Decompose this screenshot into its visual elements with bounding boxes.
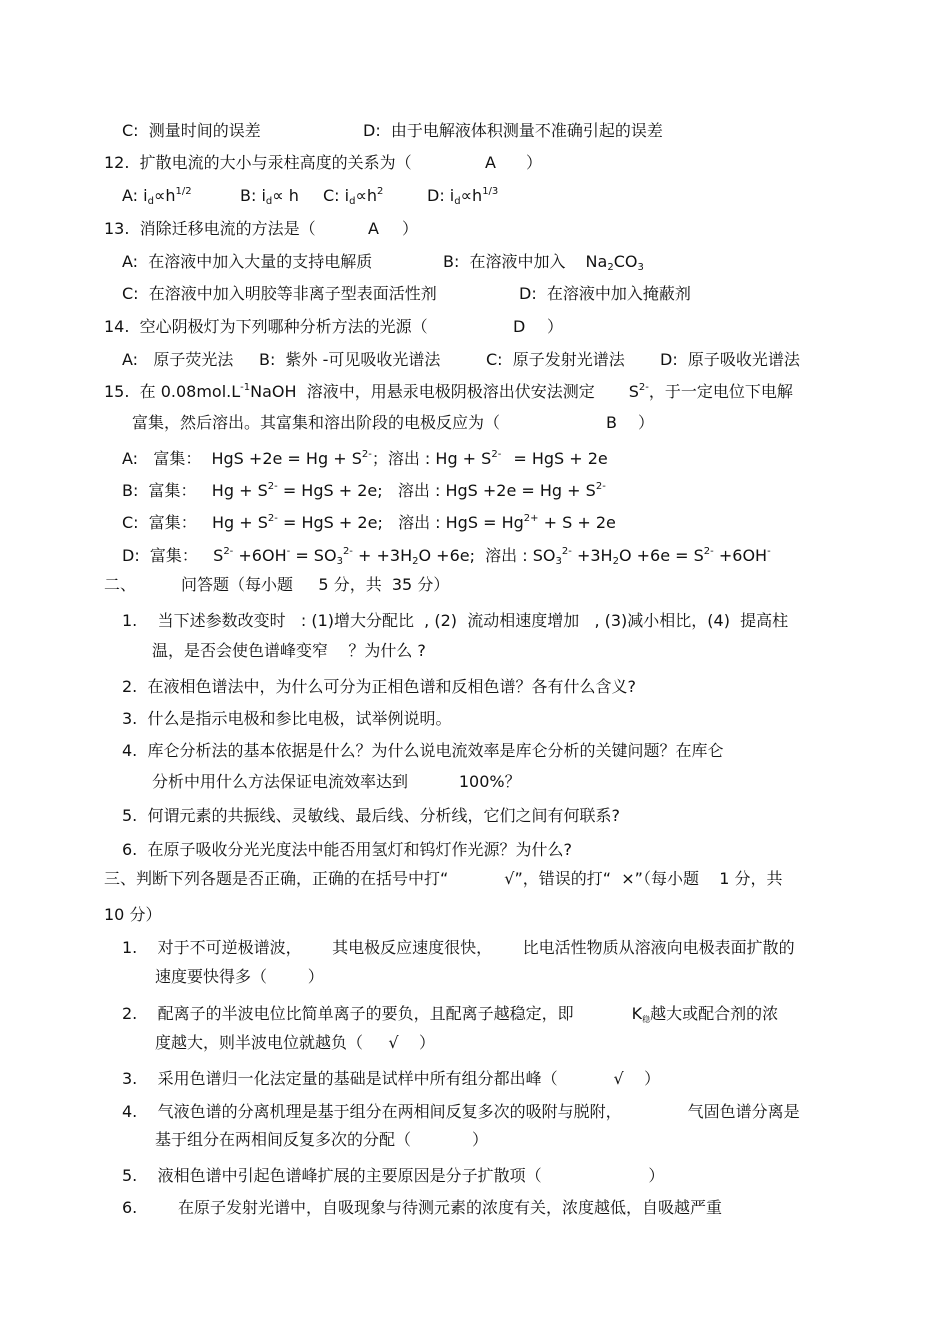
q15-answer: B [606,413,617,432]
section2-item: 2. 在液相色谱法中，为什么可分为正相色谱和反相色谱？各有什么含义? [122,677,636,696]
section3-q1: 1. 对于不可逆极谱波， 其电极反应速度很快， 比电活性物质从溶液向电极表面扩散的 [122,938,795,957]
q12-answer: A [485,153,496,172]
q12-option-c: C: $i_d\propto h^2$ [323,186,384,207]
q13-option-a: A: 在溶液中加入大量的支持电解质 [122,252,373,271]
section2-title: 问答题（每小题 5 分，共 35 分） [181,575,450,594]
section3-q1-cont: 速度要快得多（ ） [155,967,324,986]
q12-close: ） [526,153,543,172]
section2-item: 温，是否会使色谱峰变窄 ？为什么 ? [152,641,426,660]
section2-number: 二、 [104,575,137,594]
q13-option-c: C: 在溶液中加入明胶等非离子型表面活性剂 [122,284,437,303]
q14-close: ） [547,317,564,336]
section3-q3: 3. 采用色谱归一化法定量的基础是试样中所有组分都出峰（ √ ） [122,1069,661,1088]
q12-stem: 12. 扩散电流的大小与汞柱高度的关系为（ [104,153,412,172]
q14-option-a: A: 原子荧光法 [122,350,234,369]
q12-option-b: B: $i_d\propto h$ [240,186,299,207]
q13-option-b: B: 在溶液中加入 $Na_2CO_3$ [443,252,644,273]
q15-stem-line2: 富集，然后溶出。其富集和溶出阶段的电极反应为（ [132,413,501,432]
q11-option-c: C: 测量时间的误差 [122,121,261,140]
section2-item: 4. 库仑分析法的基本依据是什么？为什么说电流效率是库仑分析的关键问题？在库仑 [122,741,724,760]
q12-option-a: A: $i_d\propto h^{1/2}$ [122,186,192,207]
q15-close: ） [638,413,655,432]
section2-item: 3. 什么是指示电极和参比电极，试举例说明。 [122,709,452,728]
section3-q6: 6. 在原子发射光谱中，自吸现象与待测元素的浓度有关，浓度越低，自吸越严重 [122,1198,722,1217]
q13-answer: A [368,219,379,238]
q15-option-b: B: 富集： $Hg + S^{2-}$ = HgS + 2e; 溶出 : HgS $+2e = Hg + S^{2-}$ [122,481,606,500]
q15-option-a: A: 富集： HgS $+2e = Hg + S^{2-}$；溶出 : $Hg + S^{2-}$ = HgS + 2e [122,449,608,468]
section3-q5: 5. 液相色谱中引起色谱峰扩展的主要原因是分子扩散项（ ） [122,1166,665,1185]
q15-stem-line1: 15. 在 $0.08mol.L^{-1}NaOH$ 溶液中，用悬汞电极阴极溶出伏安法测定 $S^{2-}$，于一定电位下电解 [104,382,793,401]
section2-item: 1. 当下述参数改变时 : (1)增大分配比 , (2) 流动相速度增加 , (3)减小相比，(4) 提高柱 [122,611,789,630]
section2-item: 5. 何谓元素的共振线、灵敏线、最后线、分析线，它们之间有何联系? [122,806,620,825]
section3-title-cont: 10 分） [104,905,162,924]
q11-option-d: D: 由于电解液体积测量不准确引起的误差 [363,121,663,140]
q12-option-d: D: $i_d\propto h^{1/3}$ [427,186,499,207]
q15-option-c: C: 富集： $Hg + S^{2-}$ = HgS + 2e; 溶出 : HgS = $Hg^{2+} + S + 2e$ [122,513,616,532]
q14-option-c: C: 原子发射光谱法 [486,350,625,369]
q13-option-d: D: 在溶液中加入掩蔽剂 [519,284,691,303]
q14-option-d: D: 原子吸收光谱法 [660,350,800,369]
q14-answer: D [513,317,526,336]
q14-option-b: B: 紫外 -可见吸收光谱法 [259,350,441,369]
q15-option-d: D: 富集： $S^{2-} +6OH^- = SO_3^{2-} + +3H_2O +6e$; 溶出 : $SO_3^{2-} +3H_2O +6e = S^{2-} +6OH^-$ [122,546,771,567]
section3-q2-cont: 度越大，则半波电位就越负（ √ ） [155,1033,435,1052]
q13-stem: 13. 消除迁移电流的方法是（ [104,219,316,238]
section2-item: 6. 在原子吸收分光光度法中能否用氢灯和钨灯作光源？为什么? [122,840,572,859]
q14-stem: 14. 空心阴极灯为下列哪种分析方法的光源（ [104,317,428,336]
section3-q4: 4. 气液色谱的分离机理是基于组分在两相间反复多次的吸附与脱附， 气固色谱分离是 [122,1102,800,1121]
section3-title: 三、判断下列各题是否正确，正确的在括号中打“ √”，错误的打“ ×”（每小题 1 分，共 [104,869,783,888]
q13-close: ） [402,219,419,238]
section3-q2: 2. 配离子的半波电位比简单离子的要负，且配离子越稳定，即 $K_稳$越大或配合剂的浓 [122,1004,779,1024]
section3-q4-cont: 基于组分在两相间反复多次的分配（ ） [155,1130,489,1149]
section2-item: 分析中用什么方法保证电流效率达到 100%？ [152,772,521,791]
